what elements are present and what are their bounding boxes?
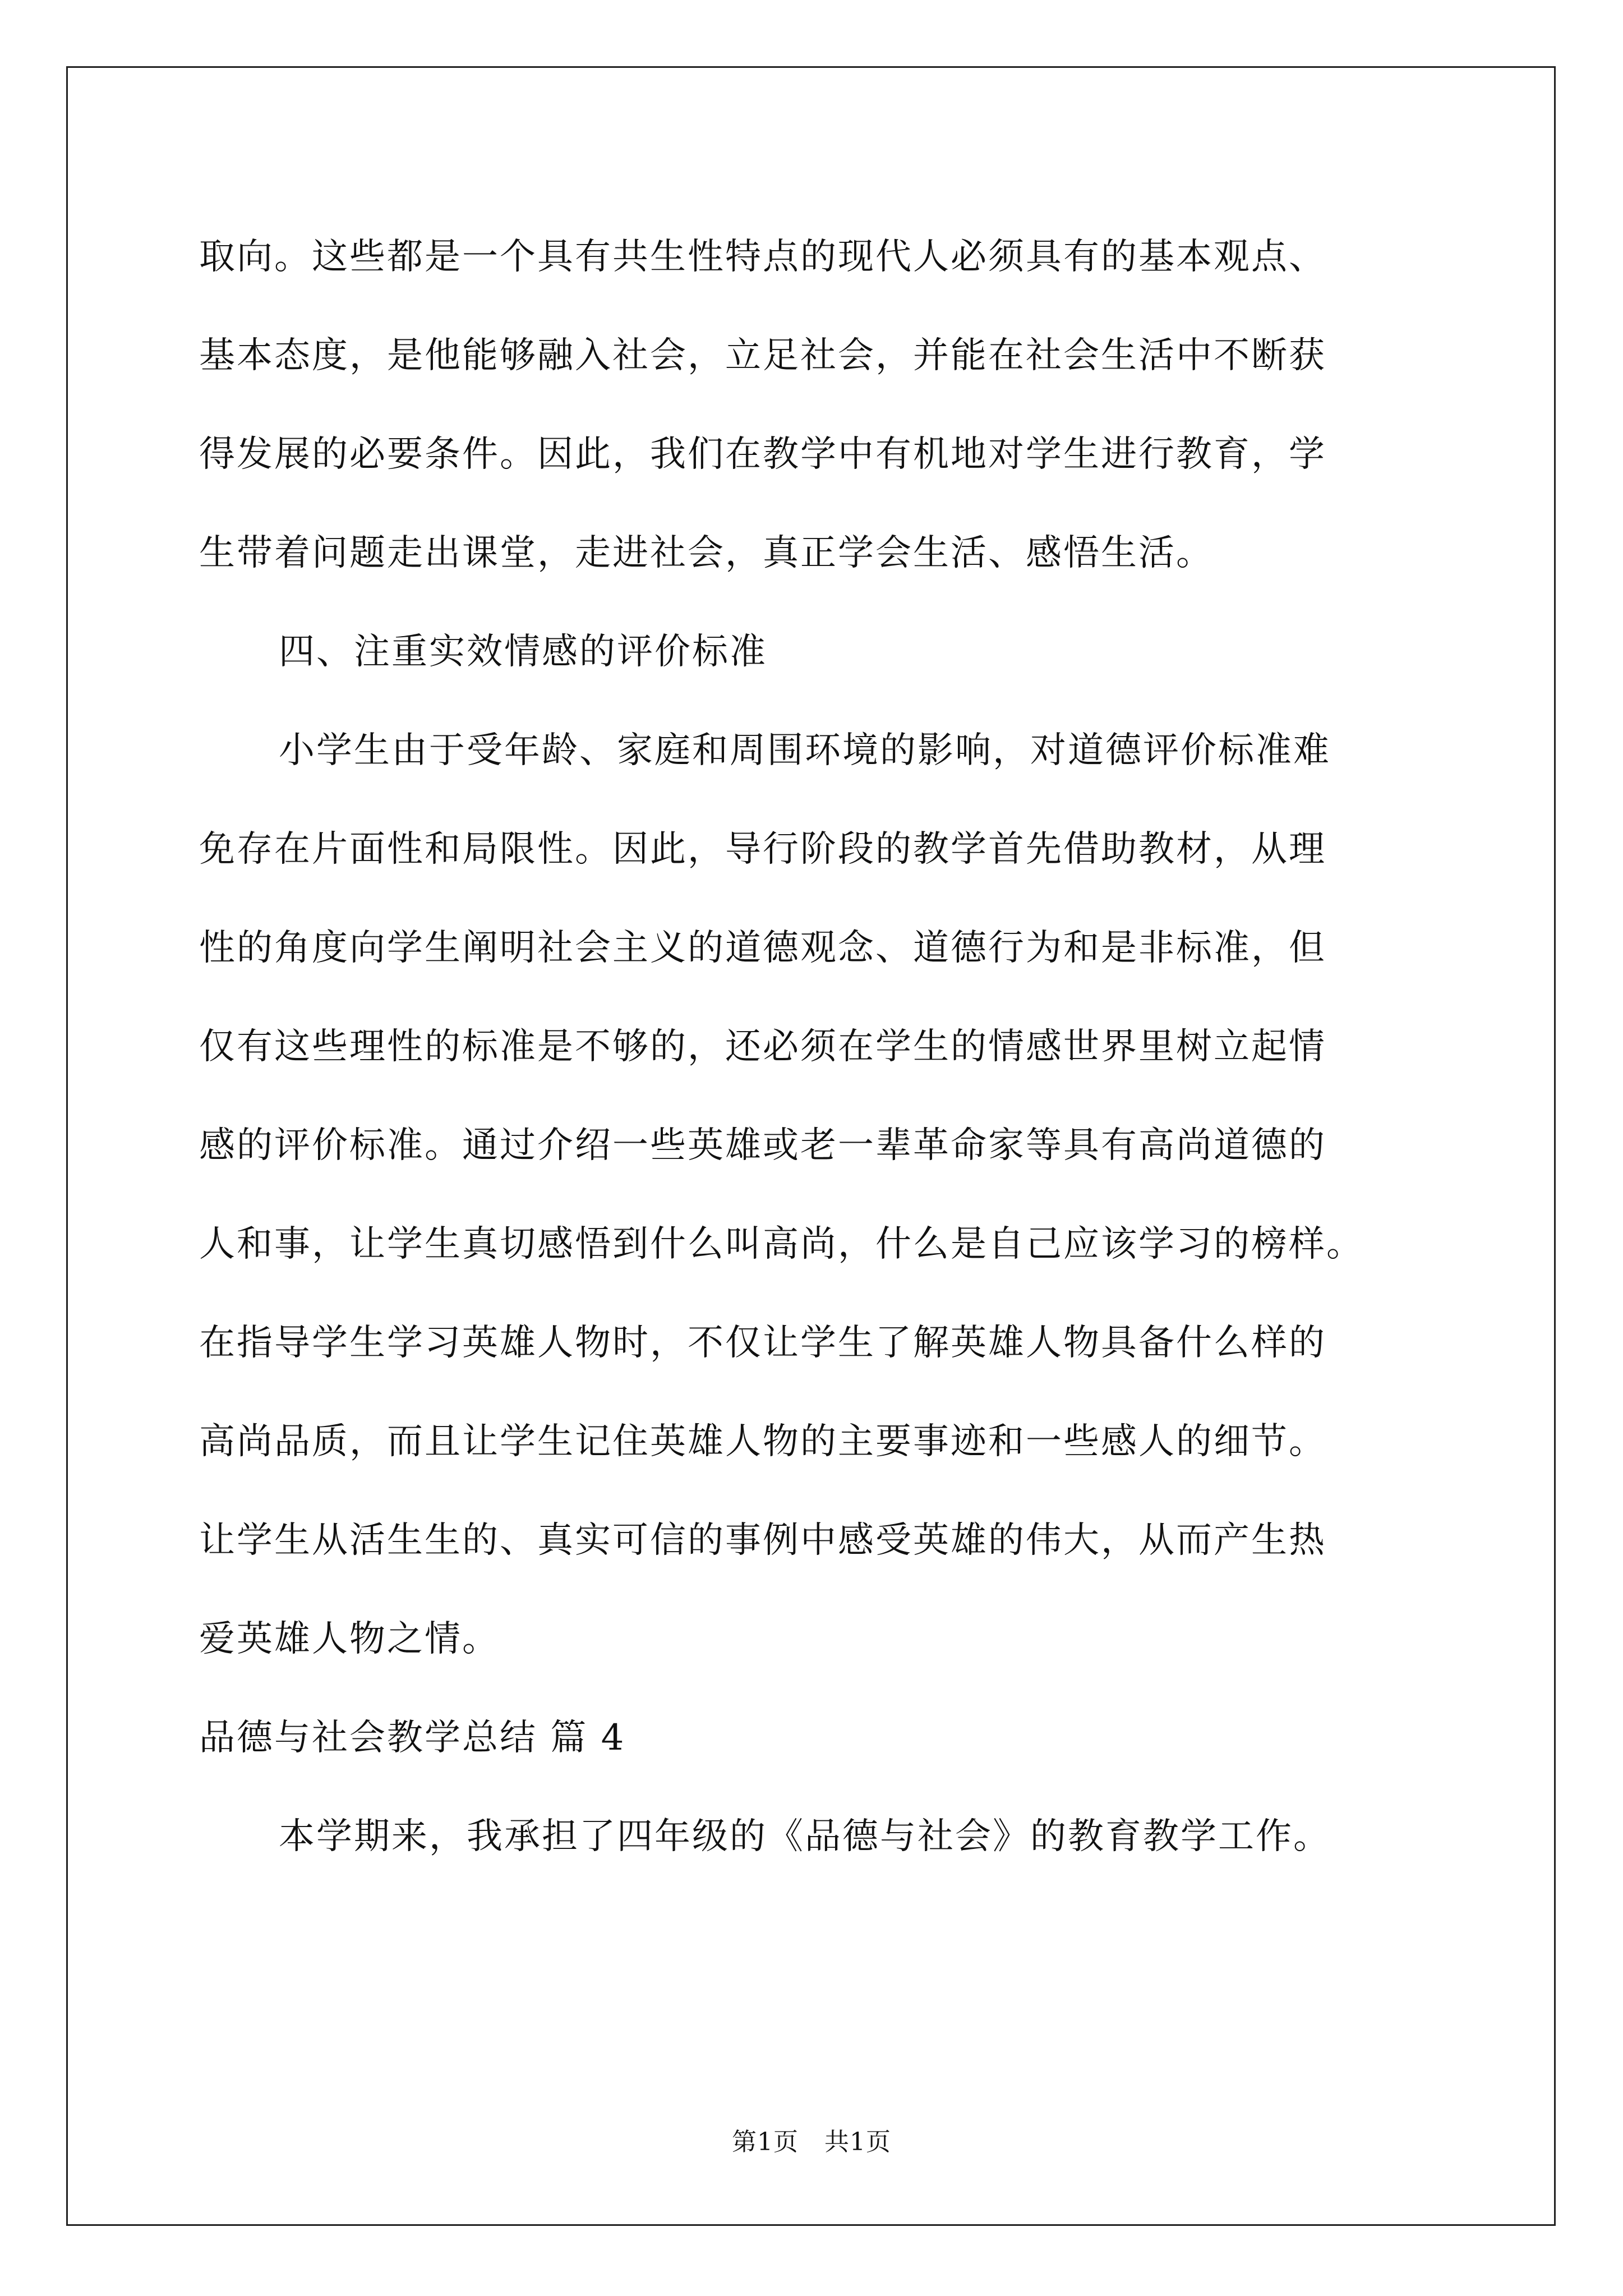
- body-line: 本学期来，我承担了四年级的《品德与社会》的教育教学工作。: [279, 1816, 1331, 1857]
- page-total: 共1页: [824, 2128, 891, 2156]
- body-line: 仅有这些理性的标准是不够的，还必须在学生的情感世界里树立起情: [199, 1026, 1326, 1068]
- body-line: 取向。这些都是一个具有共生性特点的现代人必须具有的基本观点、: [199, 236, 1326, 278]
- body-line: 让学生从活生生的、真实可信的事例中感受英雄的伟大，从而产生热: [199, 1520, 1326, 1561]
- body-line: 爱英雄人物之情。: [199, 1618, 500, 1660]
- body-line: 性的角度向学生阐明社会主义的道德观念、道德行为和是非标准，但: [199, 927, 1326, 969]
- body-line: 感的评价标准。通过介绍一些英雄或老一辈革命家等具有高尚道德的: [199, 1125, 1326, 1166]
- page-footer: [0, 2122, 1623, 2157]
- page-number: 第1页: [732, 2128, 799, 2156]
- body-line: 免存在片面性和局限性。因此，导行阶段的教学首先借助教材，从理: [199, 829, 1326, 870]
- body-line: 在指导学生学习英雄人物时，不仅让学生了解英雄人物具备什么样的: [199, 1322, 1326, 1364]
- section-heading: 四、注重实效情感的评价标准: [279, 631, 767, 673]
- body-line: 小学生由于受年龄、家庭和周围环境的影响，对道德评价标准难: [279, 730, 1331, 771]
- body-line: 生带着问题走出课堂，走进社会，真正学会生活、感悟生活。: [199, 532, 1214, 574]
- body-line: 高尚品质，而且让学生记住英雄人物的主要事迹和一些感人的细节。: [199, 1421, 1326, 1462]
- article-title: 品德与社会教学总结 篇 4: [199, 1717, 626, 1759]
- document-body: [199, 208, 1478, 1886]
- body-line: 基本态度，是他能够融入社会，立足社会，并能在社会生活中不断获: [199, 335, 1326, 376]
- body-line: 人和事，让学生真切感悟到什么叫高尚，什么是自己应该学习的榜样。: [199, 1223, 1364, 1265]
- body-line: 得发展的必要条件。因此，我们在教学中有机地对学生进行教育，学: [199, 434, 1326, 475]
